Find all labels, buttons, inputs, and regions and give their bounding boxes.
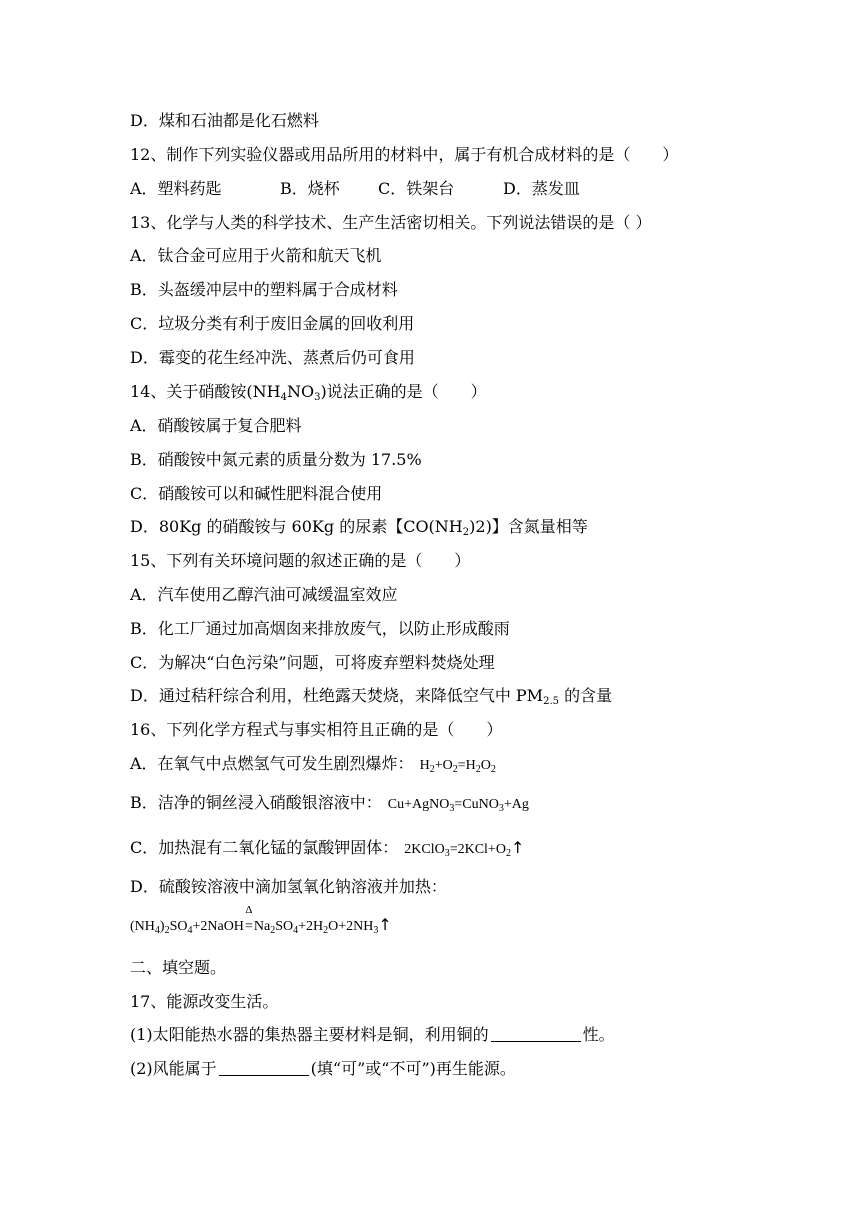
- q17-part-1-pre: (1)太阳能热水器的集热器主要材料是铜，利用铜的: [130, 1025, 489, 1044]
- q12-option-a: A．塑料药匙: [130, 179, 222, 198]
- q16-option-d-equation: $(NH_4)_2SO_4+2NaOH$ Δ $=Na_2SO_4+2H_2O+2NH_3↑$: [130, 904, 392, 936]
- q16-option-c-equation: $2KClO_3=2KCl+O_2↑$: [404, 838, 525, 859]
- q14-stem-sub2: 3: [314, 392, 321, 403]
- q12-stem: 12、制作下列实验仪器或用品所用的材料中，属于有机合成材料的是（ ）: [130, 145, 679, 164]
- q16-option-c-text: C．加热混有二氧化锰的氯酸钾固体：: [130, 838, 399, 857]
- q16-option-b-text: B．洁净的铜丝浸入硝酸银溶液中：: [130, 793, 382, 812]
- q15-option-a: A．汽车使用乙醇汽油可减缓温室效应: [130, 585, 398, 604]
- q12-option-b: B．烧杯: [280, 179, 340, 198]
- q13-option-c: C．垃圾分类有利于废旧金属的回收利用: [130, 314, 415, 333]
- q16-option-b-equation: Cu+AgNO$_3$=CuNO$_3$+Ag: [387, 797, 529, 814]
- section-title: 二、填空题。: [130, 958, 227, 977]
- q16-option-b: [130, 792, 529, 816]
- q16-option-a-equation: $H_2+O_2=H_2O_2$: [419, 758, 496, 775]
- heating-condition: Δ =: [244, 904, 253, 934]
- q14-stem-pre: 14、关于硝酸铵(NH: [130, 382, 281, 401]
- q14-stem-sub1: 4: [280, 392, 287, 403]
- q16-stem: 16、下列化学方程式与事实相符且正确的是（ ）: [130, 720, 503, 739]
- q17-part-2-post: (填“可”或“不可”)再生能源。: [310, 1059, 516, 1078]
- q17-part-1: [130, 1024, 615, 1046]
- gas-arrow-icon: ↑: [378, 915, 392, 934]
- q17-part-2-pre: (2)风能属于: [130, 1059, 217, 1078]
- q17-stem: 17、能源改变生活。: [130, 992, 279, 1011]
- q13-option-b: B．头盔缓冲层中的塑料属于合成材料: [130, 280, 398, 299]
- q13-stem: 13、化学与人类的科学技术、生产生活密切相关。下列说法错误的是（ ）: [130, 213, 652, 232]
- q15-option-d-post: 的含量: [558, 686, 613, 705]
- q14-stem-post: )说法正确的是（ ）: [320, 382, 487, 401]
- q16-option-a-text: A．在氧气中点燃氢气可发生剧烈爆炸：: [130, 754, 414, 773]
- q12-options: [130, 178, 580, 200]
- q14-stem: [130, 381, 487, 403]
- q13-option-a: A．钛合金可应用于火箭和航天飞机: [130, 246, 382, 265]
- q16-option-a: [130, 753, 496, 777]
- q14-option-d: [130, 516, 588, 538]
- q15-option-c: C．为解决“白色污染”问题，可将废弃塑料焚烧处理: [130, 653, 495, 672]
- q16-option-c: [130, 837, 524, 861]
- answer-blank[interactable]: [491, 1025, 581, 1042]
- q15-option-d: [130, 685, 612, 707]
- q15-stem: 15、下列有关环境问题的叙述正确的是（ ）: [130, 551, 471, 570]
- q14-option-a: A．硝酸铵属于复合肥料: [130, 416, 302, 435]
- q12-option-d: D．蒸发皿: [503, 179, 580, 198]
- q17-part-2: [130, 1058, 516, 1080]
- delta-symbol: Δ: [245, 904, 253, 916]
- q12-option-c: C．铁架台: [378, 179, 455, 198]
- q13-option-d: D．霉变的花生经冲洗、蒸煮后仍可食用: [130, 348, 415, 367]
- q15-option-d-sub: 2.5: [543, 696, 559, 707]
- q17-part-1-post: 性。: [582, 1025, 615, 1044]
- q15-option-d-pre: D．通过秸秆综合利用，杜绝露天焚烧，来降低空气中 PM: [130, 686, 544, 705]
- q14-option-d-sub: 2: [462, 527, 470, 538]
- q14-option-b: B．硝酸铵中氮元素的质量分数为 17.5%: [130, 450, 422, 469]
- q14-option-c: C．硝酸铵可以和碱性肥料混合使用: [130, 484, 383, 503]
- q16-option-d: D．硫酸铵溶液中滴加氢氧化钠溶液并加热：: [130, 877, 447, 896]
- q14-option-d-post: )2)】含氮量相等: [469, 517, 588, 536]
- q15-option-b: B．化工厂通过加高烟囱来排放废气，以防止形成酸雨: [130, 619, 510, 638]
- gas-arrow-icon: ↑: [510, 838, 525, 857]
- q14-option-d-pre: D．80Kg 的硝酸铵与 60Kg 的尿素【CO(NH: [130, 517, 463, 536]
- q11-option-d: D．煤和石油都是化石燃料: [130, 111, 319, 130]
- answer-blank[interactable]: [219, 1059, 309, 1076]
- q14-stem-mid: NO: [286, 382, 315, 401]
